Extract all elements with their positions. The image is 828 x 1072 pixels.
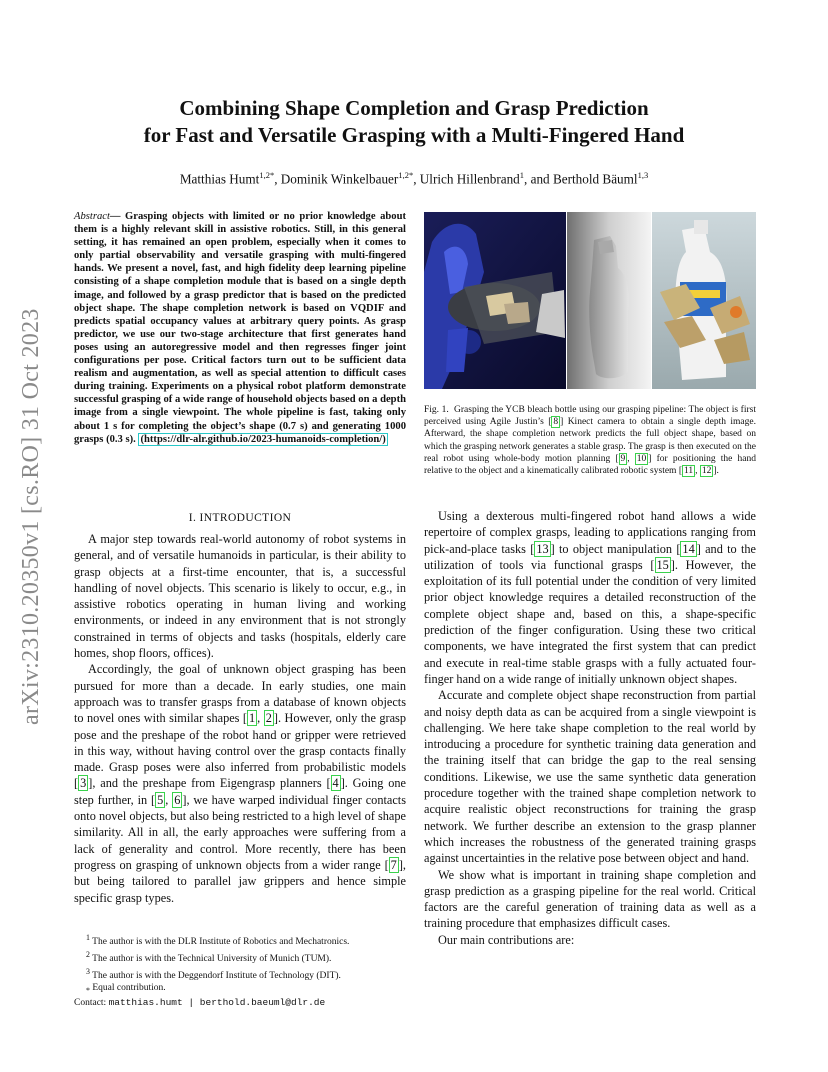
- intro-paragraph-1: A major step towards real-world autonomy of robot systems in general, and of versatile humanoids in particular, is their ability to grasp objects at a first-time encounter, that is, a successful handling of novel objects. This scenario is likely to occur, e.g., in assistive robotics operating in human living and working environments, or indeed in any environment that is not strongly constrained in terms of objects and tasks (hospitals, elderly care homes, shop floors, offices).: [74, 532, 406, 661]
- footnotes: [74, 932, 406, 1009]
- equal-contrib-mark: *: [408, 170, 414, 180]
- citation-link[interactable]: 1: [249, 711, 256, 726]
- author-4: , and Berthold Bäuml: [524, 171, 638, 187]
- project-url-link[interactable]: (https://dlr-alr.github.io/2023-humanoids-completion/): [140, 433, 386, 445]
- author-4-affil: 1,3: [637, 170, 649, 180]
- intro-paragraph-2: Accordingly, the goal of unknown object grasping has been pursued for more than a decade. In early studies, one main approach was to transfer grasps from a database of known objects to novel ones with similar shapes [ 1 , 2 ]. However, only the grasp pose and the preshape of the robot hand or gripper were retrieved in this way, without having control over the grasp contacts finally made. Grasp poses were also inferred from probabilistic models [ 3 ], and the preshape from Eigengrasp planners [ 4 ]. Going one step further, in [ 5 , 6 ], we have warped individual finger contacts onto novel objects, but also being restricted to a high level of shape similarity. All in all, the early approaches were suffering from a lack of generality and control. More recently, there has been progress on grasping of unknown objects from a wider range [ 7 ], but being tailored to parallel jaw grippers and hence simple specific grasp types.: [74, 662, 406, 905]
- right-paragraph-1: Using a dexterous multi-fingered robot hand allows a wide repertoire of complex grasps, leading to applications ranging from pick-and-place tasks [ 13 ] to object manipulation [ 14 ] and to the utilization of tools via functional grasps [ 15 ]. However, the exploitation of its full potential under the condition of very limited prior object knowledge requires a detailed reconstruction of the complete object shape and, based on this, a shape-specific prediction of the finger configuration. Using these two critical components, we have integrated the first system that can predict and execute in real-time stable grasps with a fully actuated four-finger hand on a wide range of initially unknown object shapes.: [424, 509, 756, 686]
- equal-contrib-mark: *: [269, 170, 275, 180]
- footnote-2: $^2$ The author is with the Technical University of Munich (TUM).: [86, 949, 332, 965]
- right-paragraph-4: Our main contributions are:: [438, 932, 575, 947]
- introduction-text: [74, 531, 406, 906]
- author-2: , Dominik Winkelbauer: [274, 171, 399, 187]
- citation-link[interactable]: 14: [682, 541, 695, 556]
- title-line-1: Combining Shape Completion and Grasp Prediction: [179, 96, 649, 120]
- contact-line: Contact: matthias.humt | berthold.baeuml@dlr.de: [74, 996, 326, 1008]
- citation-link[interactable]: 2: [265, 711, 272, 726]
- author-1-affil: 1,2: [259, 170, 270, 180]
- section-heading-introduction: I. INTRODUCTION: [188, 512, 292, 524]
- author-3-affil: 1: [519, 170, 525, 180]
- caption-label: Fig. 1.: [424, 405, 449, 415]
- abstract-label: Abstract: [74, 211, 110, 222]
- right-paragraph-2: Accurate and complete object shape reconstruction from partial and noisy depth data as can be acquired from a single viewpoint is challenging. We here take shape completion to the real world by introducing a procedure for synthetic training data generation and the training itself that can bridge the gap to the real sensing conditions. Likewise, we use the same synthetic data generation procedure together with the trained shape completion network to acquire realistic object reconstructions for training the grasp network. We further describe an extension to the grasp planner which increases the robustness of the generated training grasps against uncertainties in the relative pose between object and hand.: [424, 688, 756, 866]
- real-grasp-image: [652, 212, 756, 389]
- completed-shape-image: [567, 212, 651, 389]
- figure-1: [424, 212, 756, 389]
- citation-link[interactable]: 8: [553, 417, 559, 428]
- citation-link[interactable]: 7: [390, 857, 397, 872]
- right-column-text: [424, 508, 756, 948]
- paper-title: [74, 95, 754, 149]
- citation-link[interactable]: 3: [80, 776, 87, 791]
- citation-link[interactable]: 12: [701, 466, 712, 477]
- title-line-2: for Fast and Versatile Grasping with a Multi-Fingered Hand: [143, 123, 685, 147]
- citation-link[interactable]: 11: [683, 466, 694, 477]
- citation-link[interactable]: 5: [157, 792, 164, 807]
- citation-link[interactable]: 10: [636, 453, 647, 464]
- footnote-1: $^1$ The author is with the DLR Institute of Robotics and Mechatronics.: [86, 933, 350, 948]
- citation-link[interactable]: 13: [536, 541, 549, 556]
- right-paragraph-3: We show what is important in training shape completion and grasp prediction as a grasping pipeline for the real world. Critical factors are the careful generation of training data as well as a training procedure that emphasizes difficult cases.: [424, 867, 756, 931]
- author-2-affil: 1,2: [398, 170, 409, 180]
- citation-link[interactable]: 9: [620, 453, 626, 464]
- citation-link[interactable]: 6: [174, 792, 181, 807]
- citation-link[interactable]: 15: [656, 557, 669, 572]
- figure-1-caption: Fig. 1. Grasping the YCB bleach bottle using our grasping pipeline: The object is first perceived using Agile Justin’s [ 8 ] Kinect camera to obtain a single depth image. Afterward, the shape completion network predicts the full object shape, based on which the grasping network generates a stable grasp. The grasp is then executed on the real robot using whole-body motion planning [ 9 , 10 ] for positioning the hand relative to the object and a kinematically calibrated robotic system [ 11 , 12 ].: [424, 405, 756, 477]
- citation-link[interactable]: 4: [332, 776, 339, 791]
- author-list: [74, 170, 754, 187]
- author-3: , Ulrich Hillenbrand: [413, 171, 520, 187]
- contact-email[interactable]: matthias.humt | berthold.baeuml@dlr.de: [108, 996, 326, 1008]
- footnote-3: $^3$ The author is with the Deggendorf Institute of Technology (DIT).: [86, 966, 341, 982]
- abstract: [74, 210, 406, 446]
- author-1: Matthias Humt: [179, 171, 260, 187]
- robot-perception-image: [424, 212, 566, 389]
- abstract-body: — Grasping objects with limited or no prior knowledge about them is a highly relevant skill in assistive robotics. Still, in this general setting, it has remained an open problem, especially when it comes to only partial observability and versatile grasping with multi-fingered hands. We present a novel, fast, and high fidelity deep learning pipeline consisting of a shape completion module that is based on a single depth image, and followed by a grasp predictor that is based on the predicted object shape. The shape completion network is based on VQDIF and predicts spatial occupancy values at arbitrary query points. As grasp predictor, we use our two-stage architecture that first generates hand poses using an autoregressive model and then regresses finger joint configurations per pose. Critical factors turn out to be sufficient data realism and augmentation, as well as special attention to difficult cases during training. Experiments on a physical robot platform demonstrate successful grasping of a wide range of household objects based on a depth image from a single viewpoint. The whole pipeline is fast, taking only about 1 s for completing the object’s shape (0.7 s) and generating 1000 grasps (0.3 s).: [74, 211, 406, 445]
- footnote-equal: $_*$ Equal contribution.: [86, 982, 166, 995]
- arxiv-identifier: arXiv:2310.20350v1 [cs.RO] 31 Oct 2023: [18, 308, 44, 725]
